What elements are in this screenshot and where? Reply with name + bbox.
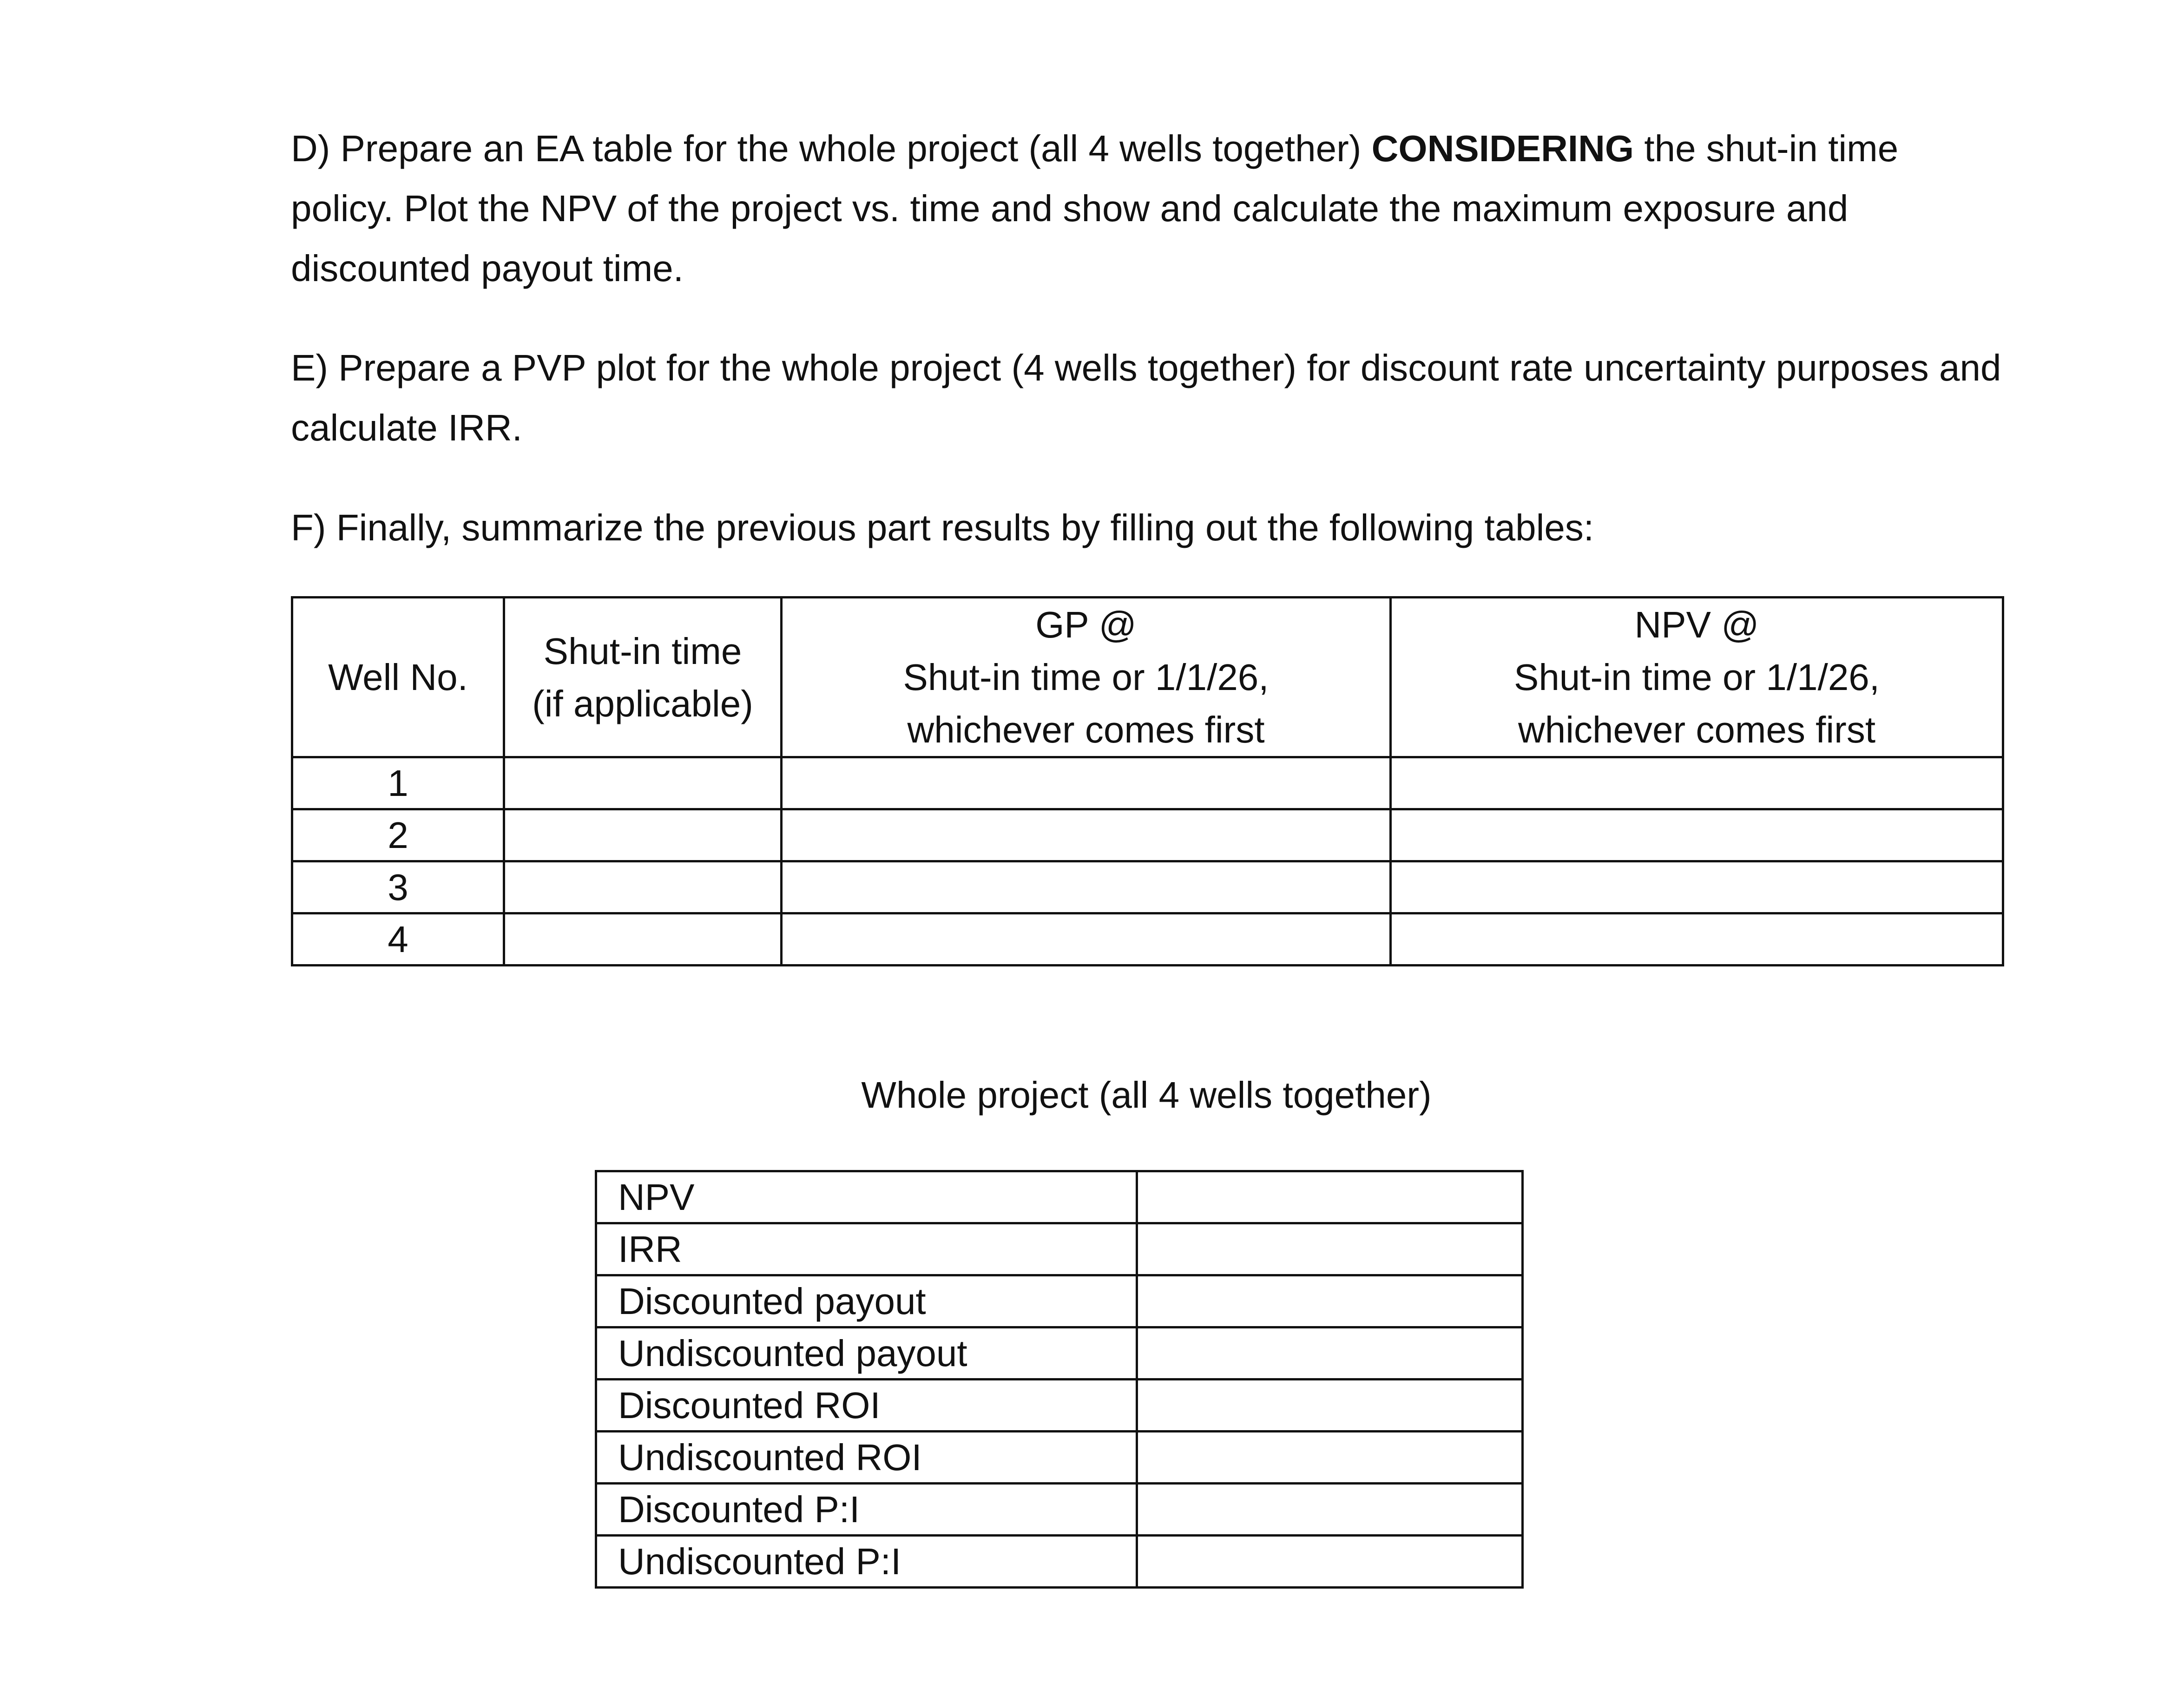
question-e: E) Prepare a PVP plot for the whole project (4 wells together) for discount rate uncertainty purposes and calculate IRR. bbox=[291, 347, 2001, 448]
npv-cell[interactable] bbox=[1391, 861, 2003, 913]
question-d-text-end: the shut-in time policy. Plot the NPV of the project vs. time and show and calculate the maximum exposure and discounted payout time. bbox=[291, 128, 1899, 289]
table-row bbox=[596, 1275, 1523, 1327]
well-number-cell: 1 bbox=[292, 757, 504, 809]
header-gp: GP @ Shut-in time or 1/1/26, whichever comes first bbox=[782, 598, 1391, 757]
table-row bbox=[292, 809, 2003, 861]
metric-label: Undiscounted ROI bbox=[596, 1432, 1137, 1484]
well-number-cell: 2 bbox=[292, 809, 504, 861]
gp-cell[interactable] bbox=[782, 809, 1391, 861]
shutin-time-cell[interactable] bbox=[504, 913, 782, 966]
table-row bbox=[292, 861, 2003, 913]
well-number-cell: 3 bbox=[292, 861, 504, 913]
metric-label: NPV bbox=[596, 1171, 1137, 1223]
npv-cell[interactable] bbox=[1391, 757, 2003, 809]
summary-table bbox=[595, 1170, 1524, 1589]
table-row bbox=[292, 757, 2003, 809]
gp-cell[interactable] bbox=[782, 913, 1391, 966]
gp-cell[interactable] bbox=[782, 861, 1391, 913]
metric-value-cell[interactable] bbox=[1137, 1171, 1523, 1223]
table-row bbox=[596, 1327, 1523, 1380]
question-d-text-start: D) Prepare an EA table for the whole project (all 4 wells together) bbox=[291, 128, 1372, 169]
shutin-time-cell[interactable] bbox=[504, 809, 782, 861]
metric-label: Discounted payout bbox=[596, 1275, 1137, 1327]
metric-label: Discounted ROI bbox=[596, 1380, 1137, 1432]
metric-label: Undiscounted P:I bbox=[596, 1536, 1137, 1588]
gp-cell[interactable] bbox=[782, 757, 1391, 809]
metric-value-cell[interactable] bbox=[1137, 1432, 1523, 1484]
npv-cell[interactable] bbox=[1391, 809, 2003, 861]
npv-cell[interactable] bbox=[1391, 913, 2003, 966]
table-row bbox=[292, 913, 2003, 966]
question-f: F) Finally, summarize the previous part results by filling out the following tables: bbox=[291, 507, 1594, 548]
metric-label: Discounted P:I bbox=[596, 1484, 1137, 1536]
metric-value-cell[interactable] bbox=[1137, 1327, 1523, 1380]
question-d bbox=[291, 118, 2010, 298]
shutin-time-cell[interactable] bbox=[504, 757, 782, 809]
table-row bbox=[596, 1171, 1523, 1223]
summary-table-caption: Whole project (all 4 wells together) bbox=[861, 1074, 1432, 1116]
header-well-no: Well No. bbox=[292, 598, 504, 757]
shutin-time-cell[interactable] bbox=[504, 861, 782, 913]
header-npv: NPV @ Shut-in time or 1/1/26, whichever comes first bbox=[1391, 598, 2003, 757]
metric-value-cell[interactable] bbox=[1137, 1275, 1523, 1327]
metric-value-cell[interactable] bbox=[1137, 1223, 1523, 1275]
wells-table bbox=[291, 596, 2004, 966]
table-row bbox=[596, 1380, 1523, 1432]
table-row bbox=[596, 1484, 1523, 1536]
metric-label: Undiscounted payout bbox=[596, 1327, 1137, 1380]
table-row bbox=[596, 1536, 1523, 1588]
metric-value-cell[interactable] bbox=[1137, 1380, 1523, 1432]
metric-value-cell[interactable] bbox=[1137, 1536, 1523, 1588]
well-number-cell: 4 bbox=[292, 913, 504, 966]
metric-label: IRR bbox=[596, 1223, 1137, 1275]
metric-value-cell[interactable] bbox=[1137, 1484, 1523, 1536]
question-d-emphasis: CONSIDERING bbox=[1371, 128, 1634, 169]
table-row bbox=[596, 1223, 1523, 1275]
header-shutin-time: Shut-in time (if applicable) bbox=[504, 598, 782, 757]
wells-table-header-row bbox=[292, 598, 2003, 757]
table-row bbox=[596, 1432, 1523, 1484]
